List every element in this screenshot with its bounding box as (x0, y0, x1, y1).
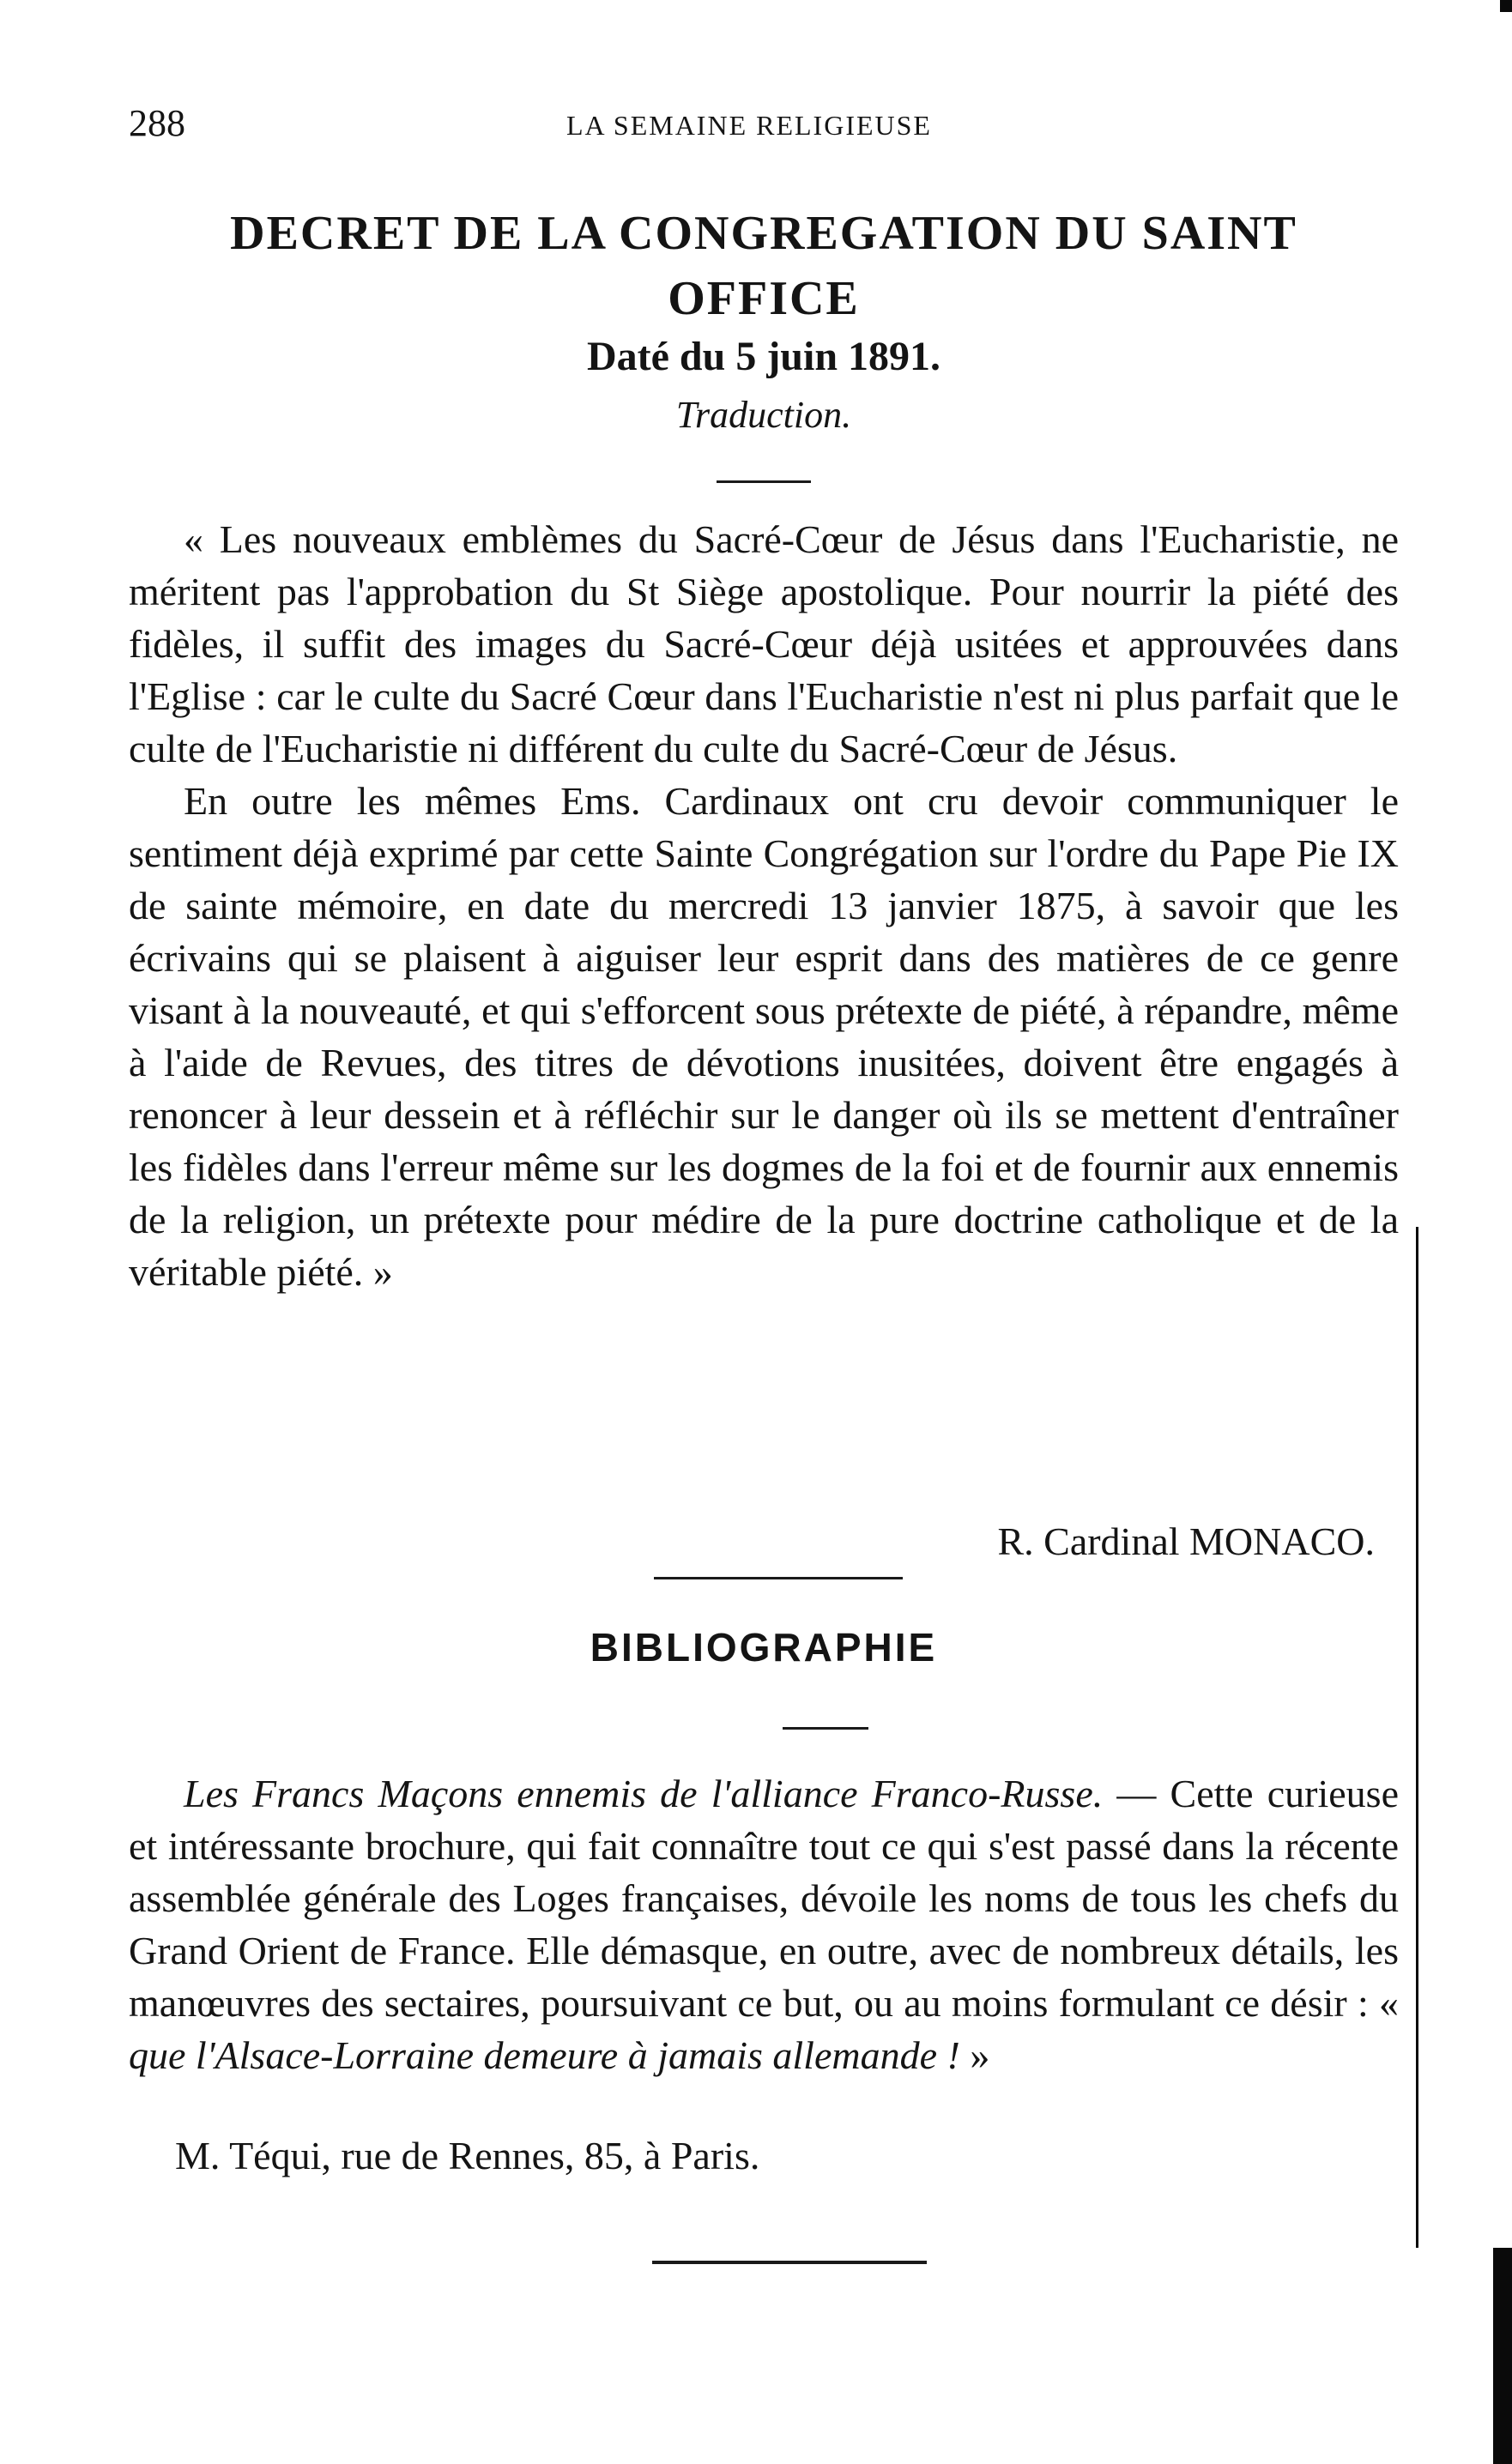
bibliography-paragraph (129, 1767, 1399, 2081)
section-divider (654, 1577, 903, 1579)
decree-date: Daté du 5 juin 1891. (586, 334, 941, 379)
book-description: — Cette curieuse et intéressante brochure, qui fait connaître tout ce qui s'est passé dans la récente assemblée générale des Loges françaises, dévoile les noms de tous les chefs du Grand Orient de France. Elle démasque, en outre, avec de nombreux détails, les manœuvres des sectaires, poursuivant ce but, ou au moins formulant ce désir : « (129, 1772, 1399, 2025)
book-title: Les Francs Maçons ennemis de l'alliance Franco-Russe. (184, 1772, 1104, 1815)
end-divider (652, 2261, 927, 2264)
section-title: BIBLIOGRAPHIE (590, 1625, 938, 1670)
signature: R. Cardinal MONACO. (997, 1519, 1375, 1563)
quote-close: » (959, 2033, 990, 2077)
publisher-line: M. Téqui, rue de Rennes, 85, à Paris. (175, 2134, 760, 2177)
short-divider (783, 1727, 868, 1730)
decree-paragraph-1: « Les nouveaux emblèmes du Sacré-Cœur de Jésus dans l'Eucharistie, ne méritent pas l'approbation du St Siège apostolique. Pour nourrir la piété des fidèles, il suffit des images du Sacré-Cœur déjà usitées et approuvées dans l'Eglise : car le culte du Sacré Cœur dans l'Eucharistie n'est ni plus parfait que le culte de l'Eucharistie ni différent du culte du Sacré-Cœur de Jésus. (129, 517, 1399, 770)
book-quote: que l'Alsace-Lorraine demeure à jamais allemande ! (129, 2033, 960, 2077)
running-head (129, 101, 1383, 153)
translation-label: Traduction. (675, 394, 852, 436)
decree-paragraph-2: En outre les mêmes Ems. Cardinaux ont cru devoir communiquer le sentiment déjà exprimé par cette Sainte Congrégation sur l'ordre du Pape Pie IX de sainte mémoire, en date du mercredi 13 janvier 1875, à savoir que les écrivains qui se plaisent à aiguiser leur esprit dans des matières de ce genre visant à la nouveauté, et qui s'efforcent sous prétexte de piété, à répandre, même à l'aide de Revues, des titres de dévotions inusitées, doivent être engagés à renoncer à leur dessein et à réfléchir sur le danger où ils se mettent d'entraîner les fidèles dans l'erreur même sur les dogmes de la foi et de fournir aux ennemis de la religion, un prétexte pour médire de la pure doctrine catholique et de la véritable piété. » (129, 779, 1399, 1294)
short-divider (717, 480, 811, 483)
corner-mark (1500, 0, 1512, 12)
decree-text (129, 513, 1399, 1298)
decree-title-line-2: OFFICE (668, 272, 860, 325)
decree-title-line-1: DECRET DE LA CONGREGATION DU SAINT (230, 207, 1297, 260)
page-edge-line (1416, 1227, 1418, 2248)
journal-title: LA SEMAINE RELIGIEUSE (566, 110, 932, 141)
page-edge-shadow (1493, 2248, 1512, 2464)
bibliography-entry (129, 1767, 1399, 2081)
page-number: 288 (129, 102, 185, 144)
